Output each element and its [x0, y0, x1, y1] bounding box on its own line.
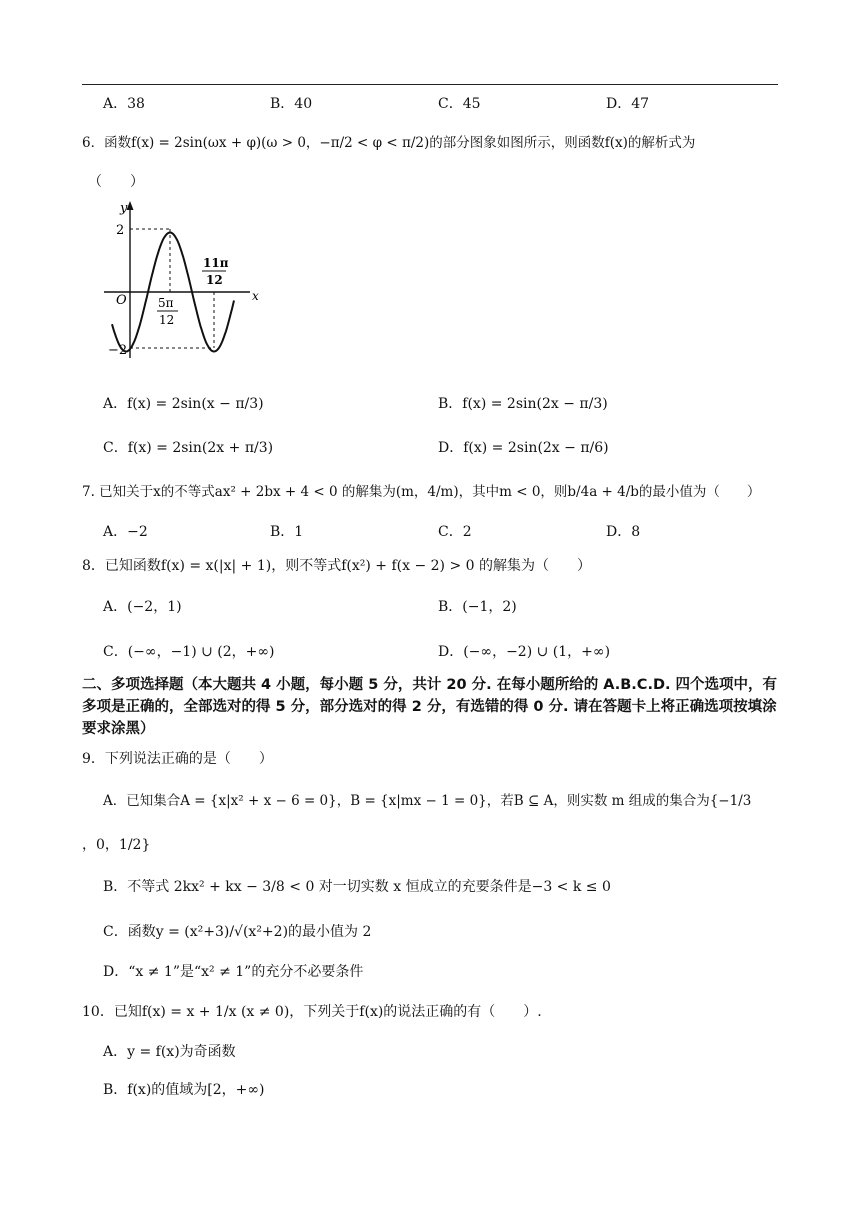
section-2-heading: 二、多项选择题（本大题共 4 小题，每小题 5 分，共计 20 分. 在每小题所给的 A.B.C.D. 四个选项中，有多项是正确的，全部选对的得 5 分，部分选对的得 2 分，有选错的得 0 分. 请在答题卡上将正确选项按填涂要求涂黑）	[82, 677, 778, 737]
y-max-label: 2	[116, 223, 125, 238]
q10-option-a: A．y = f(x)为奇函数	[103, 1044, 236, 1060]
y-axis-arrow	[127, 201, 134, 210]
y-axis-label: y	[120, 201, 128, 216]
q10-option-b: B．f(x)的值域为[2，+∞)	[103, 1082, 265, 1098]
q6-option-c: C．f(x) = 2sin(2x + π/3)	[103, 440, 274, 456]
q9-option-a-line1: A．已知集合A = {x|x² + x − 6 = 0}，B = {x|mx − 1 = 0}，若B ⊆ A，则实数 m 组成的集合为{−1/3	[103, 793, 752, 809]
q8-stem: 8．已知函数f(x) = x(|x| + 1)，则不等式f(x²) + f(x − 2) > 0 的解集为（ ）	[82, 558, 591, 574]
q5-option-c: C．45	[438, 96, 481, 112]
q5-option-b: B．40	[270, 96, 313, 112]
sine-graph-figure	[100, 198, 270, 363]
q9-option-b: B．不等式 2kx² + kx − 3/8 < 0 对一切实数 x 恒成立的充要条件是−3 < k ≤ 0	[103, 879, 611, 895]
x2-tick-denominator: 12	[206, 273, 223, 287]
q5-option-d: D．47	[606, 96, 650, 112]
q8-option-d: D．(−∞，−2) ∪ (1，+∞)	[438, 644, 611, 660]
origin-label: O	[116, 293, 127, 308]
q10-stem: 10．已知f(x) = x + 1/x (x ≠ 0)，下列关于f(x)的说法正确的有（ ）.	[82, 1004, 542, 1020]
q7-option-a: A．−2	[103, 524, 148, 540]
q8-option-c: C．(−∞，−1) ∪ (2，+∞)	[103, 644, 275, 660]
q5-option-a: A．38	[103, 96, 145, 112]
q6-stem: 6．函数f(x) = 2sin(ωx + φ)(ω > 0，−π/2 < φ < π/2)的部分图象如图所示，则函数f(x)的解析式为	[82, 135, 696, 151]
q8-option-b: B．(−1，2)	[438, 599, 517, 615]
q9-option-d: D．“x ≠ 1”是“x² ≠ 1”的充分不必要条件	[103, 964, 364, 980]
header-rule	[82, 84, 778, 85]
q6-option-a: A．f(x) = 2sin(x − π/3)	[103, 396, 264, 412]
x-axis-label: x	[252, 289, 259, 303]
q9-stem: 9．下列说法正确的是（ ）	[82, 751, 273, 767]
x1-tick-denominator: 12	[159, 313, 175, 327]
q7-option-c: C．2	[438, 524, 472, 540]
q6-answer-paren: （ ）	[88, 174, 144, 190]
q6-option-b: B．f(x) = 2sin(2x − π/3)	[438, 396, 608, 412]
q7-option-b: B．1	[270, 524, 304, 540]
q9-option-c: C．函数y = (x²+3)/√(x²+2)的最小值为 2	[103, 924, 372, 940]
q7-option-d: D．8	[606, 524, 641, 540]
q7-stem: 7. 已知关于x的不等式ax² + 2bx + 4 < 0 的解集为(m，4/m)，其中m < 0，则b/4a + 4/b的最小值为（ ）	[82, 484, 761, 500]
y-min-label: −2	[108, 343, 128, 358]
q6-option-d: D．f(x) = 2sin(2x − π/6)	[438, 440, 609, 456]
q8-option-a: A．(−2，1)	[103, 599, 182, 615]
x1-tick-numerator: 5π	[158, 296, 174, 310]
x2-tick-numerator: 11π	[203, 256, 229, 270]
q9-option-a-line2: ，0，1/2}	[82, 837, 151, 853]
